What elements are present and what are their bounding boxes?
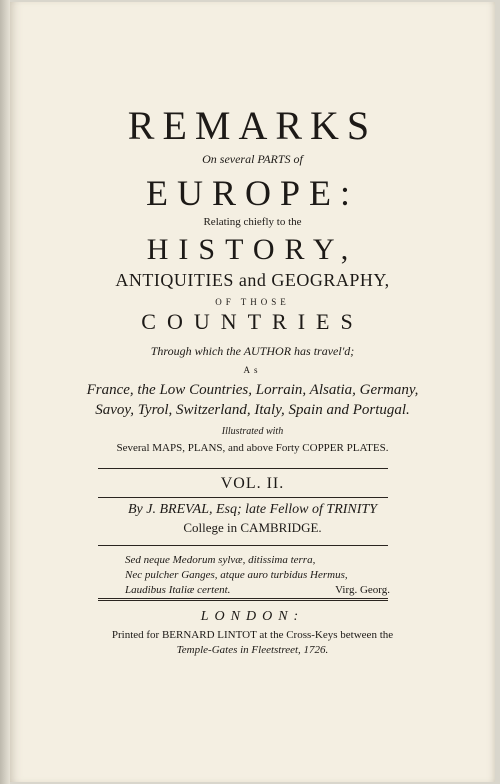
- through-line: Through which the AUTHOR has travel'd;: [150, 344, 355, 358]
- motto-source: Virg. Georg.: [335, 584, 390, 596]
- subject-antiquities: ANTIQUITIES and GEOGRAPHY,: [115, 270, 390, 290]
- rule-top: [98, 468, 388, 469]
- imprint-line-2: Temple-Gates in Fleetstreet, 1726.: [176, 644, 329, 656]
- motto-line-2: Nec pulcher Ganges, atque auro turbidus Hermus,: [125, 569, 348, 581]
- book-binding-edge: [0, 0, 10, 784]
- region-title: EUROPE:: [145, 173, 359, 213]
- countries-title: COUNTRIES: [141, 309, 364, 334]
- relating-line: Relating chiefly to the: [203, 216, 302, 228]
- main-title: REMARKS: [127, 103, 378, 148]
- volume-label: VOL. II.: [220, 475, 285, 492]
- subject-history: HISTORY,: [146, 233, 359, 266]
- maps-plates-line: Several MAPS, PLANS, and above Forty COPPER PLATES.: [116, 442, 389, 454]
- of-those-line: OF THOSE: [215, 297, 290, 307]
- places-line-1: France, the Low Countries, Lorrain, Alsatia, Germany,: [86, 382, 419, 398]
- motto-line-1: Sed neque Medorum sylvæ, ditissima terra,: [125, 554, 316, 566]
- author-line-2: College in CAMBRIDGE.: [183, 520, 322, 535]
- author-line-1: By J. BREVAL, Esq; late Fellow of TRINITY: [128, 502, 377, 517]
- imprint-line-1: Printed for BERNARD LINTOT at the Cross-Keys between the: [111, 629, 394, 641]
- rule-under-author: [98, 545, 388, 546]
- rule-double: [98, 598, 388, 601]
- title-page: [10, 2, 495, 782]
- motto-line-3: Laudibus Italiæ certent.: [125, 584, 231, 596]
- as-line: As: [243, 365, 262, 375]
- latin-motto: [125, 553, 390, 598]
- places-line-2: Savoy, Tyrol, Switzerland, Italy, Spain and Portugal.: [95, 402, 410, 418]
- rule-under-volume: [98, 497, 388, 498]
- subtitle-prefix: On several PARTS of: [202, 152, 303, 166]
- illustrated-line: Illustrated with: [221, 426, 284, 437]
- imprint-place: LONDON:: [200, 609, 305, 624]
